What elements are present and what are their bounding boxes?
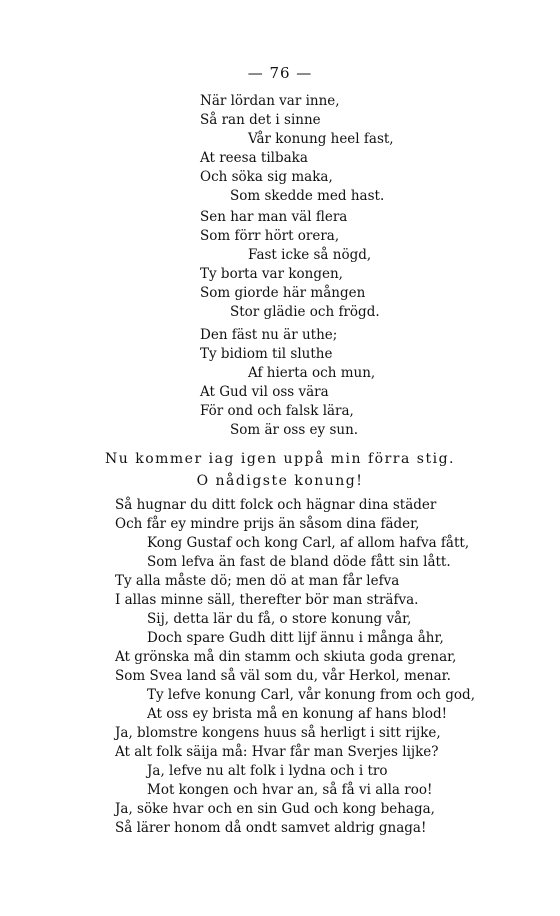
verse-line: Sij, detta lär du få, o store konung vår, [147, 611, 412, 627]
address-heading: O nådigste konung! [196, 473, 364, 489]
verse-line: Af hierta och mun, [248, 365, 376, 381]
verse-line: Som är oss ey sun. [230, 422, 359, 438]
verse-line: Så hugnar du ditt folck och hägnar dina städer [115, 497, 437, 513]
poem-body [115, 496, 475, 838]
verse-line: Som Svea land så väl som du, vår Herkol, menar. [115, 668, 451, 684]
verse-line: Ty lefve konung Carl, vår konung from och god, [147, 687, 475, 703]
verse-line: Sen har man väl flera [200, 209, 348, 225]
verse-line: At grönska må din stamm och skiuta goda grenar, [115, 649, 457, 665]
verse-line: Och söka sig maka, [200, 169, 333, 185]
verse-line: Så lärer honom då ondt samvet aldrig gnaga! [115, 820, 427, 836]
verse-line: Ja, blomstre kongens huus så herligt i sitt rijke, [115, 725, 441, 741]
page-number: — 76 — [247, 64, 313, 82]
verse-line: Mot kongen och hvar an, så få vi alla roo! [147, 782, 433, 798]
stanza-1 [200, 92, 394, 206]
verse-line: Som skedde med hast. [230, 188, 385, 204]
verse-line: När lördan var inne, [200, 93, 340, 109]
verse-line: Och får ey mindre prijs än såsom dina fäder, [115, 516, 420, 532]
verse-line: I allas minne säll, therefter bör man sträfva. [115, 592, 419, 608]
stanza-2 [200, 208, 380, 322]
verse-line: För ond och falsk lära, [200, 403, 354, 419]
verse-line: At Gud vil oss vära [200, 384, 329, 400]
verse-line: Ja, söke hvar och en sin Gud och kong behaga, [115, 801, 435, 817]
verse-line: At alt folk säija må: Hvar får man Sverjes lijke? [115, 744, 439, 760]
verse-line: Doch spare Gudh ditt lijf ännu i många åhr, [147, 630, 444, 646]
verse-line: Så ran det i sinne [200, 112, 321, 128]
verse-line: Som giorde här mången [200, 285, 366, 301]
section-heading: Nu kommer iag igen uppå min förra stig. [105, 451, 455, 467]
verse-line: At reesa tilbaka [200, 150, 308, 166]
verse-line: Ty bidiom til sluthe [200, 346, 333, 362]
verse-line: Vår konung heel fast, [248, 131, 394, 147]
verse-line: At oss ey brista må en konung af hans blod! [147, 706, 448, 722]
verse-line: Ty borta var kongen, [200, 266, 343, 282]
verse-line: Fast icke så nögd, [248, 247, 372, 263]
verse-line: Stor glädie och frögd. [230, 304, 380, 320]
verse-line: Ja, lefve nu alt folk i lydna och i tro [147, 763, 388, 779]
verse-line: Som lefva än fast de bland döde fått sin lått. [147, 554, 451, 570]
verse-line: Kong Gustaf och kong Carl, af allom hafva fått, [147, 535, 470, 551]
verse-line: Den fäst nu är uthe; [200, 327, 338, 343]
verse-line: Ty alla måste dö; men dö at man får lefva [115, 573, 400, 589]
stanza-3 [200, 326, 375, 440]
verse-line: Som förr hört orera, [200, 228, 340, 244]
